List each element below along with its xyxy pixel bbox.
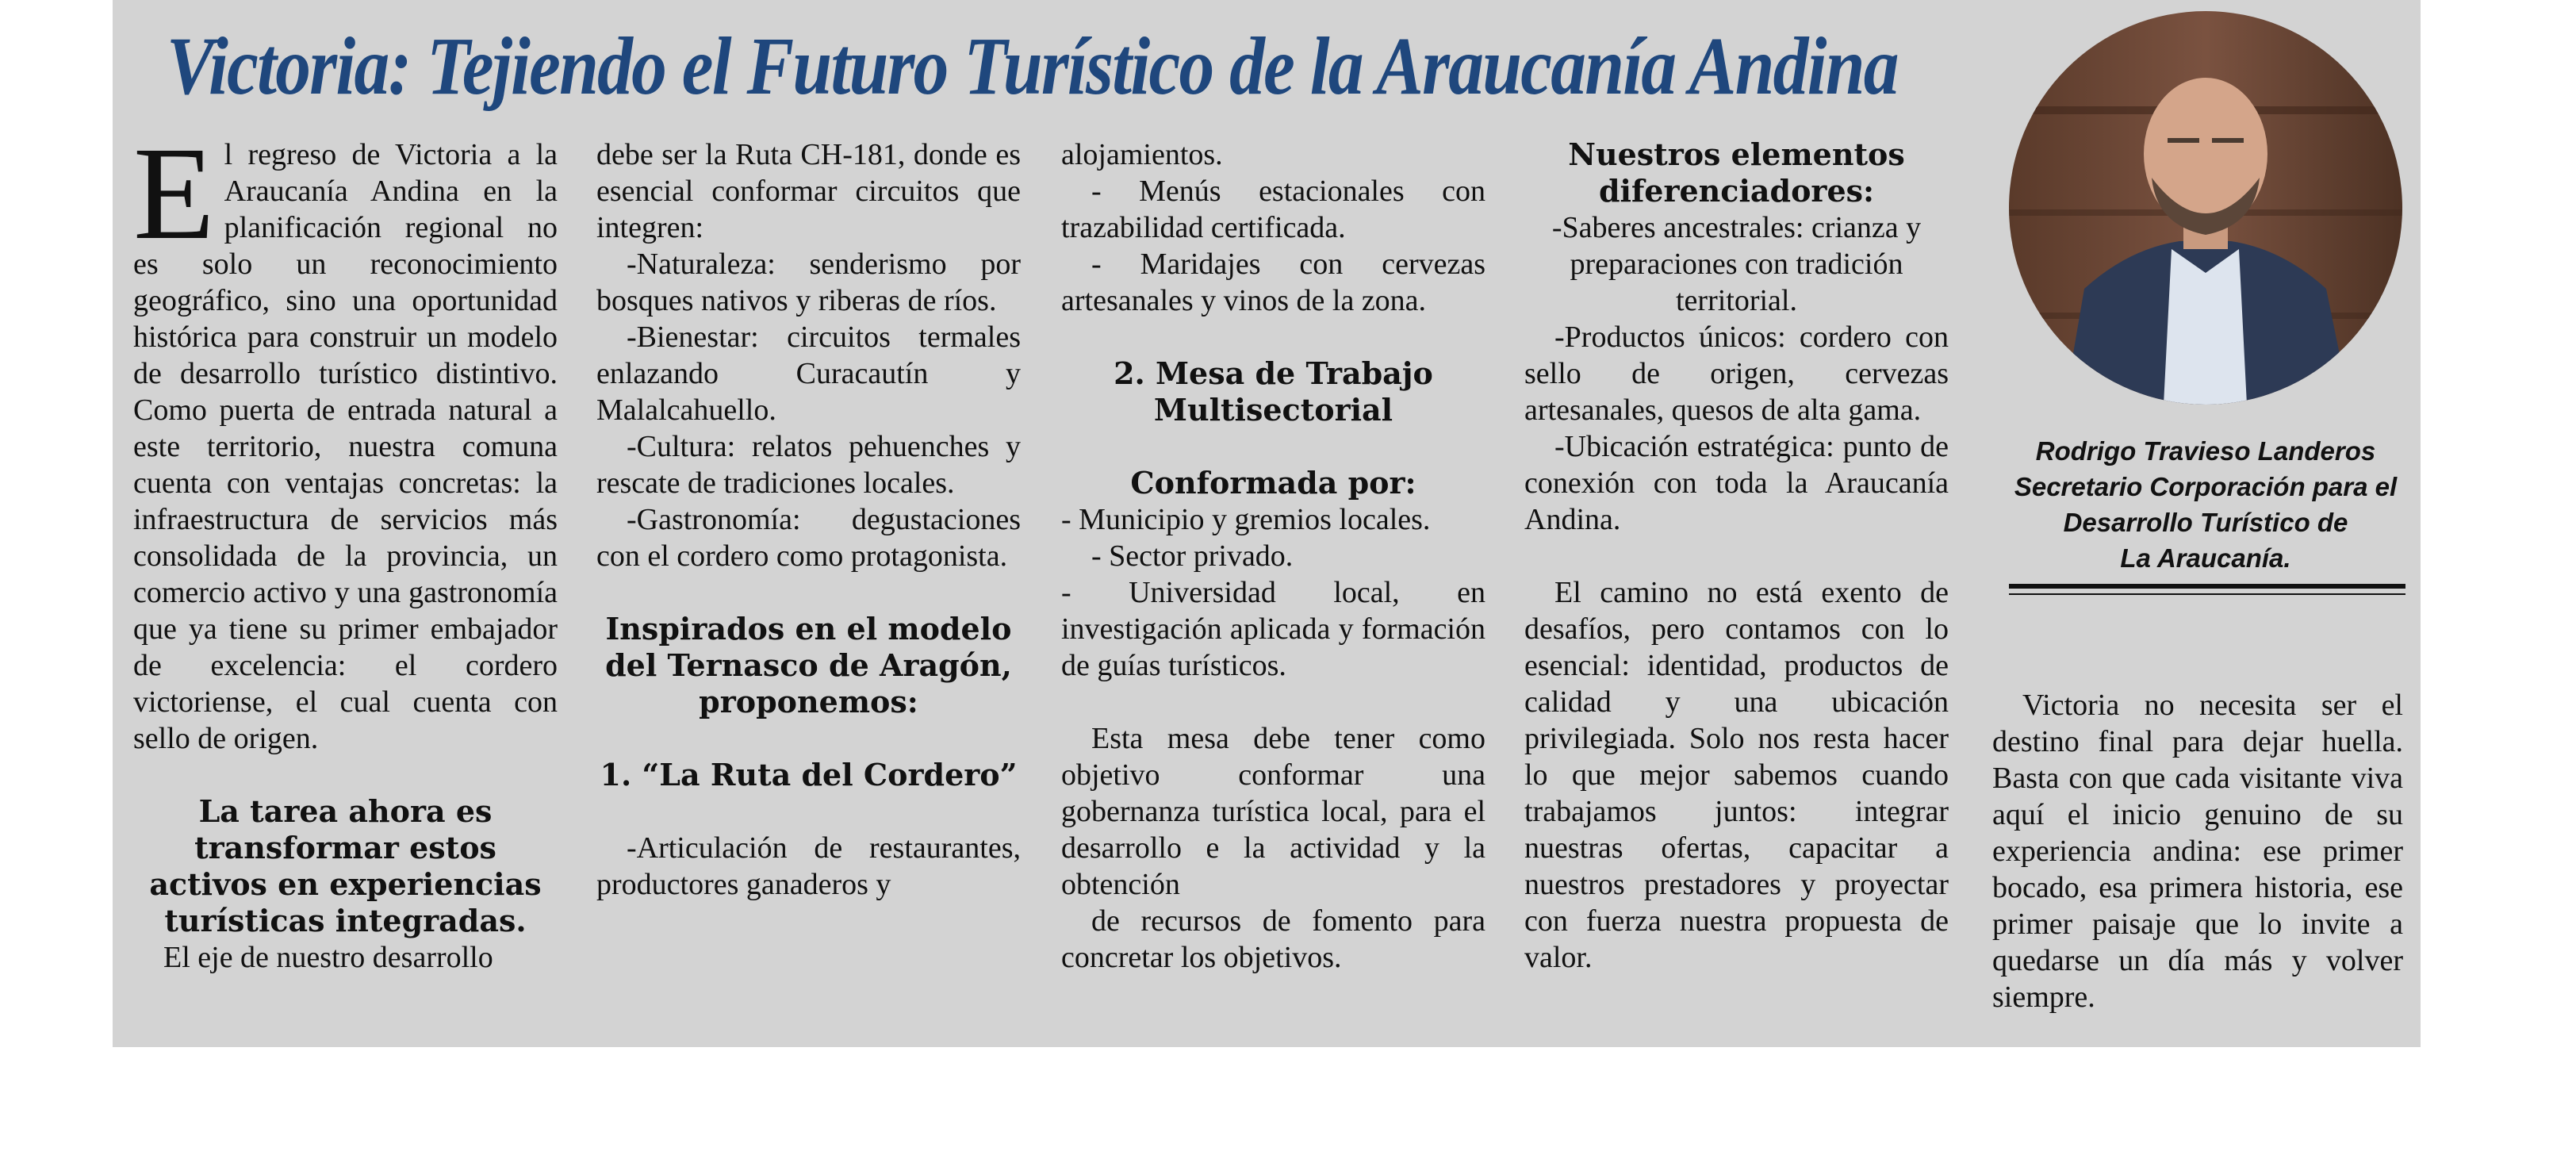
author-role-line-2: Desarrollo Turístico de	[2063, 508, 2348, 537]
caption-rule-thin	[2009, 593, 2405, 595]
intro-paragraph	[133, 120, 558, 757]
subhead-conformada: Conformada por:	[1130, 465, 1416, 501]
item-ubicacion: -Ubicación estratégica: punto de conexión con toda la Araucanía Andina.	[1524, 430, 1949, 536]
author-role-line-3: La Araucanía.	[2120, 543, 2291, 573]
item-gastronomia: -Gastronomía: degustaciones con el cordero como protagonista.	[596, 503, 1021, 573]
camino-text: El camino no está exento de desafíos, pero contamos con lo esencial: identidad, productos de calidad y una ubicación privilegiada. Solo nos resta hacer lo que mejor sabemos cuando trabajamos juntos: integrar nuestras ofertas, capacitar a nuestros prestadores y proyectar con fuerza nuestra propuesta de valor.	[1524, 576, 1949, 974]
item-universidad: - Universidad local, en investigación aplicada y formación de guías turísticos.	[1061, 576, 1485, 682]
caption-rule-thick	[2009, 584, 2405, 589]
author-role-line-1: Secretario Corporación para el	[2014, 472, 2398, 501]
mesa-objetivo-text: Esta mesa debe tener como objetivo conformar una gobernanza turística local, para el desarrollo e la actividad y la obtención	[1061, 722, 1485, 901]
author-caption	[2009, 433, 2402, 576]
eje-text: El eje de nuestro desarrollo	[163, 941, 493, 974]
closing-text: Victoria no necesita ser el destino final para dejar huella. Basta con que cada visitante viva aquí el inicio genuino de su experiencia andina: ese primer bocado, esa primera historia, ese primer paisaje que lo invite a quedarse un día más y volver siempre.	[1992, 689, 2403, 1014]
item-saberes: -Saberes ancestrales: crianza y preparaciones con tradición territorial.	[1551, 211, 1922, 317]
subhead-ruta-del-cordero: 1. “La Ruta del Cordero”	[600, 757, 1018, 792]
recursos-text: de recursos de fomento para concretar los objetivos.	[1061, 904, 1485, 974]
column-5	[1992, 687, 2403, 1015]
drop-cap: E	[133, 120, 215, 267]
ruta-text: debe ser la Ruta CH-181, donde es esencial conformar circuitos que integren:	[596, 138, 1021, 244]
author-photo	[2009, 11, 2402, 405]
item-sector-privado: - Sector privado.	[1091, 539, 1294, 573]
headline: Victoria: Tejiendo el Futuro Turístico de la Araucanía Andina	[167, 21, 1898, 112]
item-cultura: -Cultura: relatos pehuenches y rescate de tradiciones locales.	[596, 430, 1021, 500]
item-bienestar: -Bienestar: circuitos termales enlazando Curacautín y Malalcahuello.	[596, 320, 1021, 427]
item-maridajes: - Maridajes con cervezas artesanales y vinos de la zona.	[1061, 248, 1485, 317]
item-menus: - Menús estacionales con trazabilidad certificada.	[1061, 175, 1485, 244]
column-4	[1524, 136, 1949, 976]
subhead-elementos: Nuestros elementos diferenciadores:	[1568, 136, 1905, 209]
item-municipio: - Municipio y gremios locales.	[1061, 503, 1431, 536]
item-naturaleza: -Naturaleza: senderismo por bosques nativos y riberas de ríos.	[596, 248, 1021, 317]
column-3	[1061, 136, 1485, 976]
alojamientos-text: alojamientos.	[1061, 138, 1223, 171]
intro-text: l regreso de Victoria a la Araucanía Andina en la planificación regional no es solo un reconocimiento geográfico, sino una oportunidad histórica para construir un modelo de desarrollo turístico distintivo. Como puerta de entrada natural a este territorio, nuestra comuna cuenta con ventajas concretas: la infraestructura de servicios más consolidada de la provincia, un comercio activo y una gastronomía que ya tiene su primer embajador de excelencia: el cordero victoriense, el cual cuenta con sello de origen.	[133, 138, 558, 755]
author-name: Rodrigo Travieso Landeros	[2035, 436, 2376, 466]
item-articulacion: -Articulación de restaurantes, productores ganaderos y	[596, 831, 1021, 901]
column-2	[596, 136, 1021, 903]
subhead-tarea: La tarea ahora es transformar estos activos en experiencias turísticas integradas.	[149, 793, 542, 938]
item-productos: -Productos únicos: cordero con sello de origen, cervezas artesanales, quesos de alta gama.	[1524, 320, 1949, 427]
subhead-inspirados: Inspirados en el modelo del Ternasco de Aragón, proponemos:	[605, 611, 1012, 719]
subhead-mesa-de-trabajo: 2. Mesa de Trabajo Multisectorial	[1114, 355, 1433, 428]
author-portrait-image	[2009, 11, 2402, 405]
column-1	[133, 120, 558, 976]
